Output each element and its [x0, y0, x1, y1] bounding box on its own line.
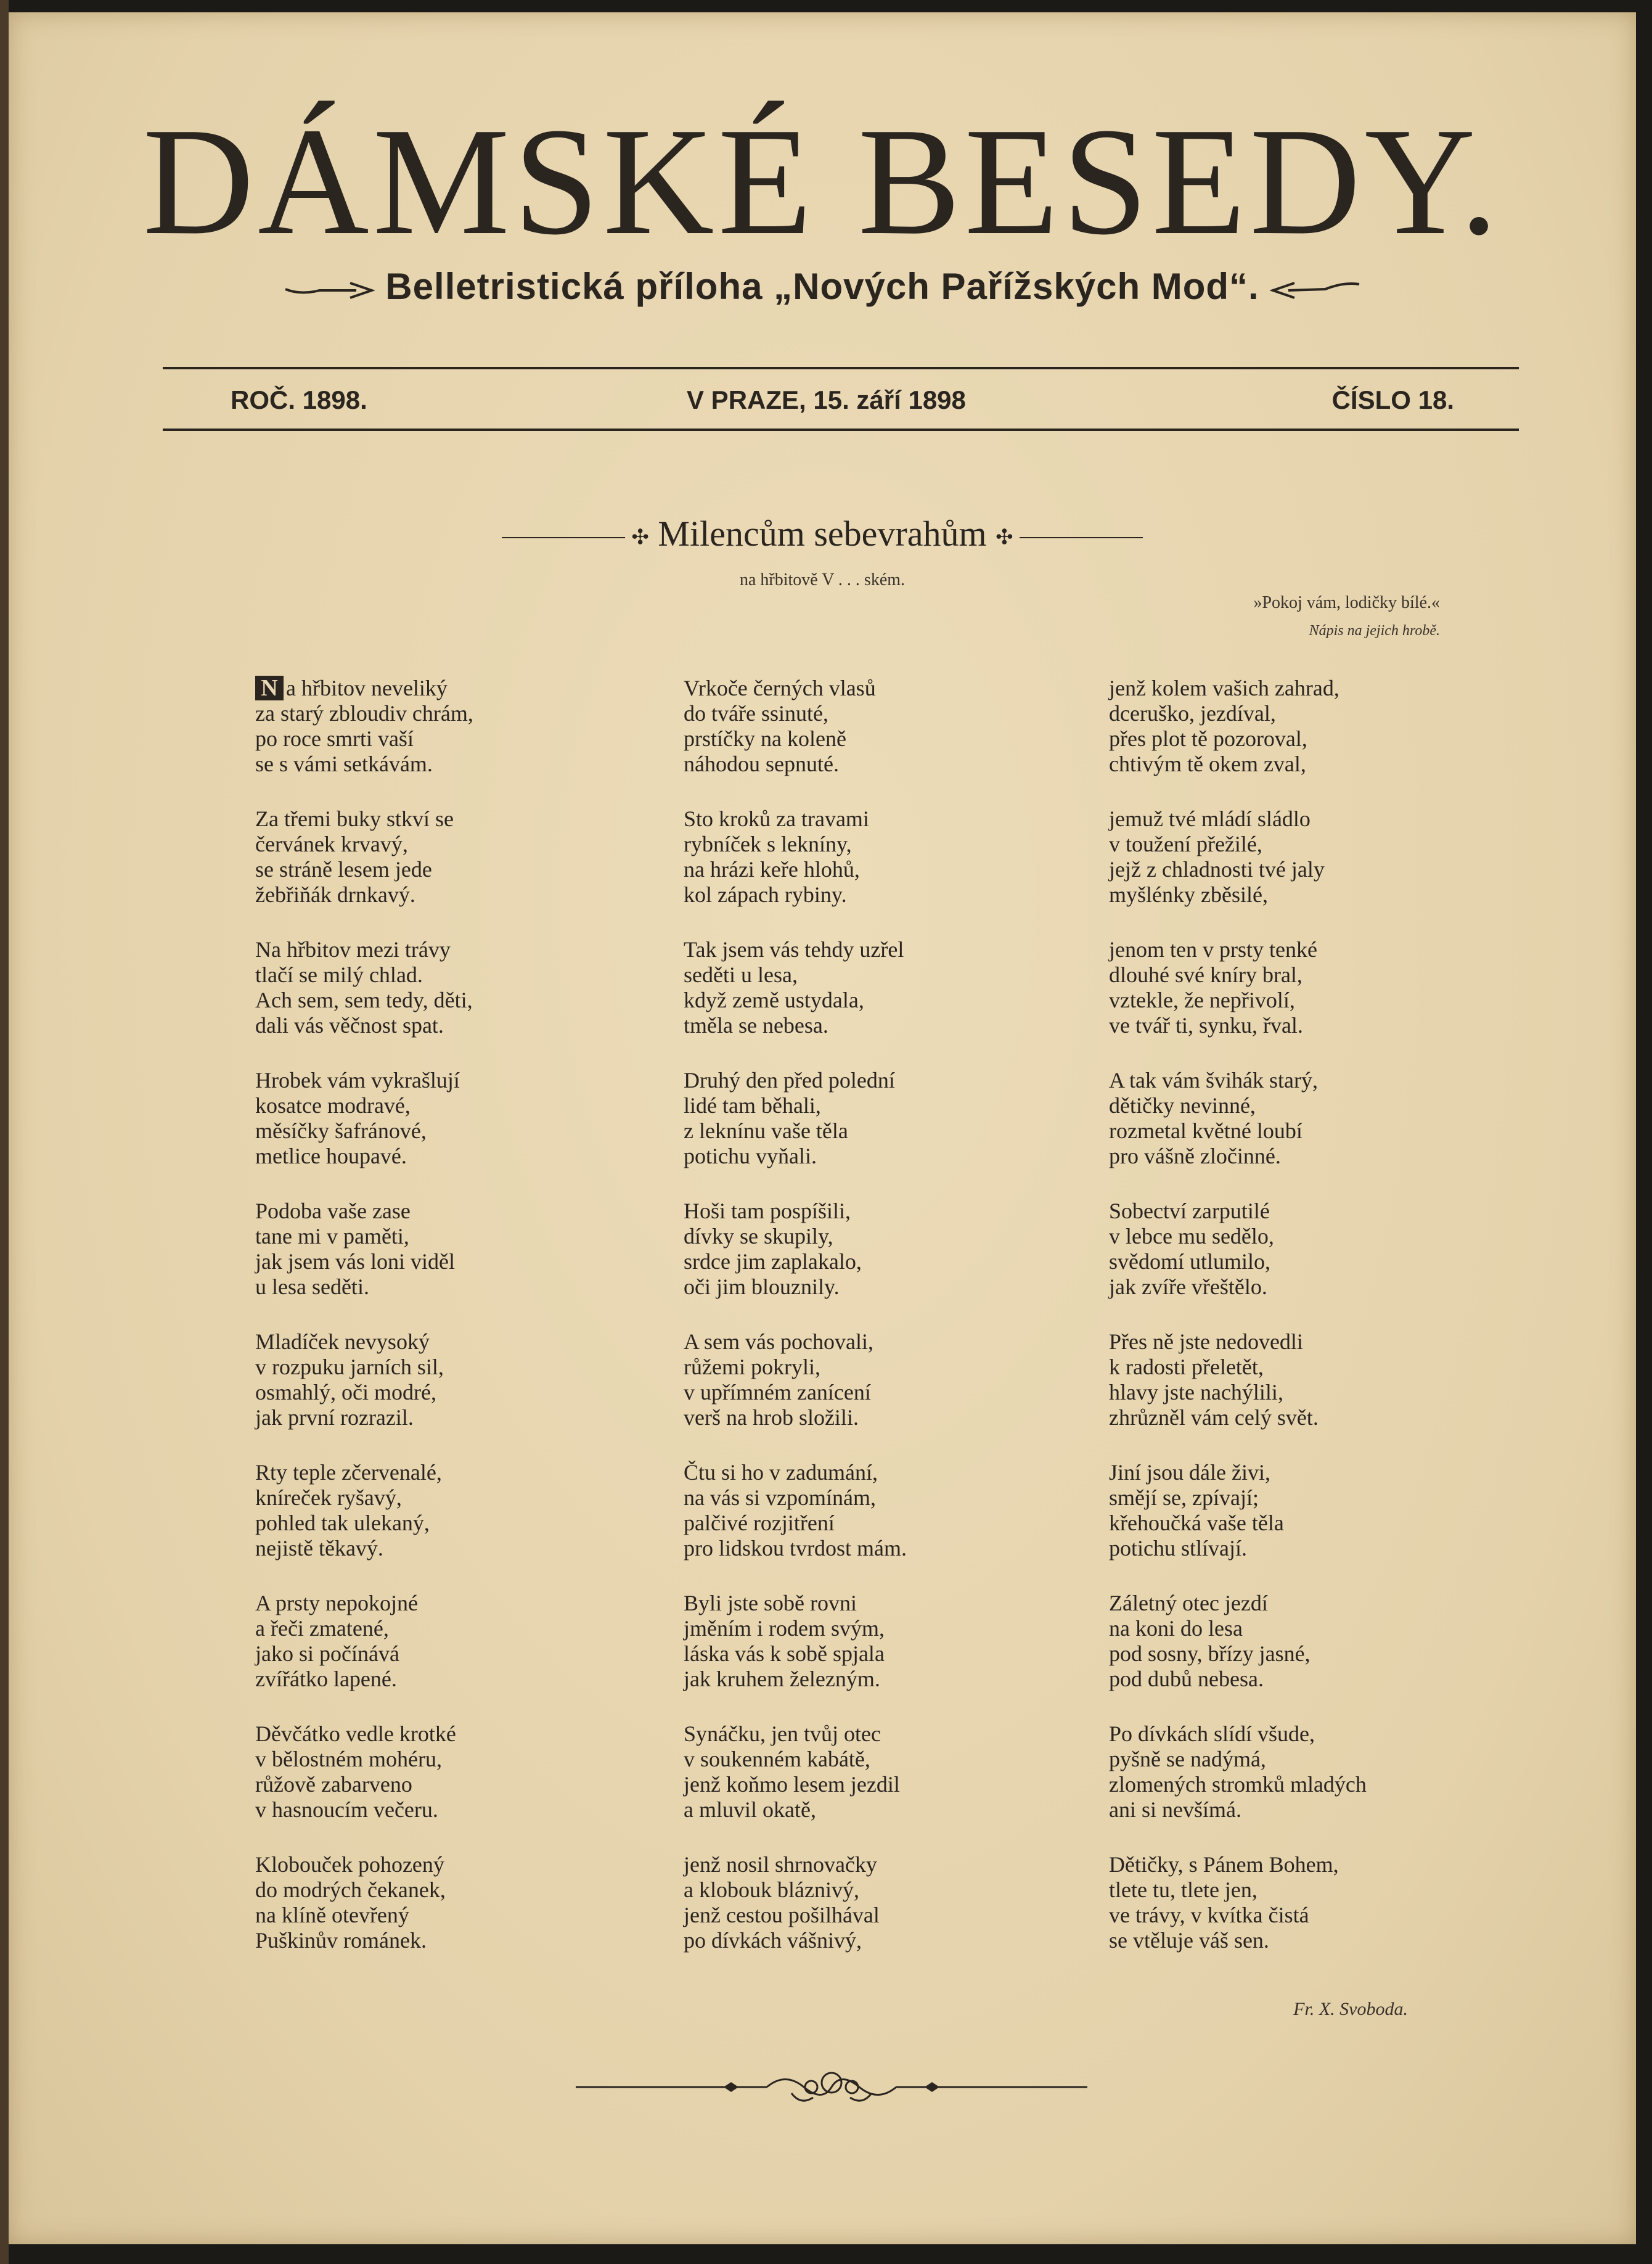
stanza: Synáčku, jen tvůj otec v soukenném kabátě, jenž koňmo lesem jezdil a mluvil okatě,: [684, 1721, 900, 1822]
stanza: Podoba vaše zase tane mi v paměti, jak jsem vás loni viděl u lesa seděti.: [255, 1199, 455, 1299]
stanza: Záletný otec jezdí na koni do lesa pod sosny, břízy jasné, pod dubů nebesa.: [1109, 1591, 1311, 1691]
stanza: Za třemi buky stkví se červánek krvavý, se stráně lesem jede žebřiňák drnkavý.: [255, 806, 454, 907]
poem-dedication: na hřbitově V . . . ském.: [739, 570, 906, 589]
stanza: Po dívkách slídí všude, pyšně se nadýmá, zlomených stromků mladých ani si nevšímá.: [1109, 1721, 1367, 1822]
masthead-title: DÁMSKÉ BESEDY.: [142, 96, 1502, 267]
stanza: A tak vám švihák starý, dětičky nevinné, rozmetal květné loubí pro vášně zločinné.: [1109, 1068, 1318, 1168]
star-ornament-icon: ✣: [631, 526, 649, 549]
poem-epigraph: »Pokoj vám, lodičky bílé.«: [1253, 593, 1440, 612]
issue-year: ROČ. 1898.: [231, 385, 367, 414]
epigraph-source: Nápis na jejich hrobě.: [1309, 623, 1440, 639]
stanza: Byli jste sobě rovni jměním i rodem svým, láska vás k sobě spjala jak kruhem železným.: [684, 1591, 885, 1691]
title-left-line: [502, 537, 625, 538]
stanza: Děvčátko vedle krotké v bělostném mohéru, růžově zabarveno v hasnoucím večeru.: [255, 1721, 456, 1822]
masthead-subtitle: Belletristická příloha „Nových Pařížských Mod“.: [385, 266, 1259, 307]
journal-page: [9, 12, 1636, 2244]
title-right-line: [1020, 537, 1143, 538]
stanza: Vrkoče černých vlasů do tváře ssinuté, prstíčky na koleně náhodou sepnuté.: [684, 676, 876, 776]
bottom-rule: [163, 429, 1519, 431]
poem-column-3: [1109, 676, 1454, 1983]
stanza: Čtu si ho v zadumání, na vás si vzpomínám, palčivé rozjitření pro lidskou tvrdost mám.: [684, 1460, 907, 1561]
stanza: Mladíček nevysoký v rozpuku jarních sil, osmahlý, oči modré, jak první rozrazil.: [255, 1329, 444, 1430]
stanza: Jiní jsou dále živi, smějí se, zpívají; křehoučká vaše těla potichu stlívají.: [1109, 1460, 1284, 1561]
page-binding-edge: [0, 0, 9, 2264]
stanza: Sobectví zarputilé v lebce mu sedělo, svědomí utlumilo, jak zvíře vřeštělo.: [1109, 1199, 1274, 1299]
poem-title-row: [9, 513, 1636, 554]
poem-column-2: [684, 676, 1029, 1983]
author-signature: Fr. X. Svoboda.: [1293, 1999, 1408, 2019]
stanza: jenž nosil shrnovačky a klobouk bláznivý, jenž cestou pošilhával po dívkách vášnivý,: [684, 1852, 880, 1953]
stanza: jenom ten v prsty tenké dlouhé své kníry bral, vztekle, že nepřivolí, ve tvář ti, synku, řval.: [1109, 937, 1317, 1038]
poem-title: Milencům sebevrahům: [658, 514, 987, 554]
issue-place-date: V PRAZE, 15. září 1898: [687, 385, 966, 414]
stanza: Tak jsem vás tehdy uzřel seděti u lesa, když země ustydala, tměla se nebesa.: [684, 937, 904, 1038]
stanza: Přes ně jste nedovedli k radosti přeletět, hlavy jste nachýlili, zhrůzněl vám celý svět.: [1109, 1329, 1319, 1430]
right-flourish-icon: [1270, 277, 1362, 301]
stanza: jemuž tvé mládí sládlo v toužení přežilé, jejž z chladnosti tvé jaly myšlénky zběsilé,: [1109, 806, 1325, 907]
stanza: Dětičky, s Pánem Bohem, tlete tu, tlete jen, ve trávy, v kvítka čistá se vtěluje váš sen.: [1109, 1852, 1339, 1953]
star-ornament-icon: ✣: [996, 526, 1013, 549]
stanza: Rty teple zčervenalé, kníreček ryšavý, pohled tak ulekaný, nejistě těkavý.: [255, 1460, 442, 1561]
stanza: A sem vás pochovali, růžemi pokryli, v upřímném zanícení verš na hrob složili.: [684, 1329, 873, 1430]
floral-ornament-icon: [576, 2059, 1087, 2115]
top-rule: [163, 367, 1519, 369]
poem-column-1: [255, 676, 600, 1983]
stanza: N a hřbitov neveliký za starý zbloudiv chrám, po roce smrti vaší se s vámi setkávám.: [255, 675, 473, 776]
stanza: Druhý den před polední lidé tam běhali, z leknínu vaše těla potichu vyňali.: [684, 1068, 895, 1168]
issue-number: ČÍSLO 18.: [1331, 385, 1454, 414]
stanza: Na hřbitov mezi trávy tlačí se milý chlad. Ach sem, sem tedy, děti, dali vás věčnost spat.: [255, 937, 473, 1038]
stanza: jenž kolem vašich zahrad, dceruško, jezdíval, přes plot tě pozoroval, chtivým tě okem zval,: [1109, 676, 1339, 776]
masthead-subtitle-row: [9, 265, 1636, 308]
left-flourish-icon: [282, 277, 375, 301]
stanza: Hrobek vám vykrašlují kosatce modravé, měsíčky šafránové, metlice houpavé.: [255, 1068, 460, 1168]
stanza: Klobouček pohozený do modrých čekanek, na klíně otevřený Puškinův románek.: [255, 1852, 446, 1953]
stanza: A prsty nepokojné a řeči zmatené, jako si počínává zvířátko lapené.: [255, 1591, 418, 1691]
drop-cap: N: [255, 676, 284, 700]
stanza: Hoši tam pospíšili, dívky se skupily, srdce jim zaplakalo, oči jim blouznily.: [684, 1199, 862, 1299]
stanza: Sto kroků za travami rybníček s lekníny, na hrázi keře hlohů, kol zápach rybiny.: [684, 806, 869, 907]
